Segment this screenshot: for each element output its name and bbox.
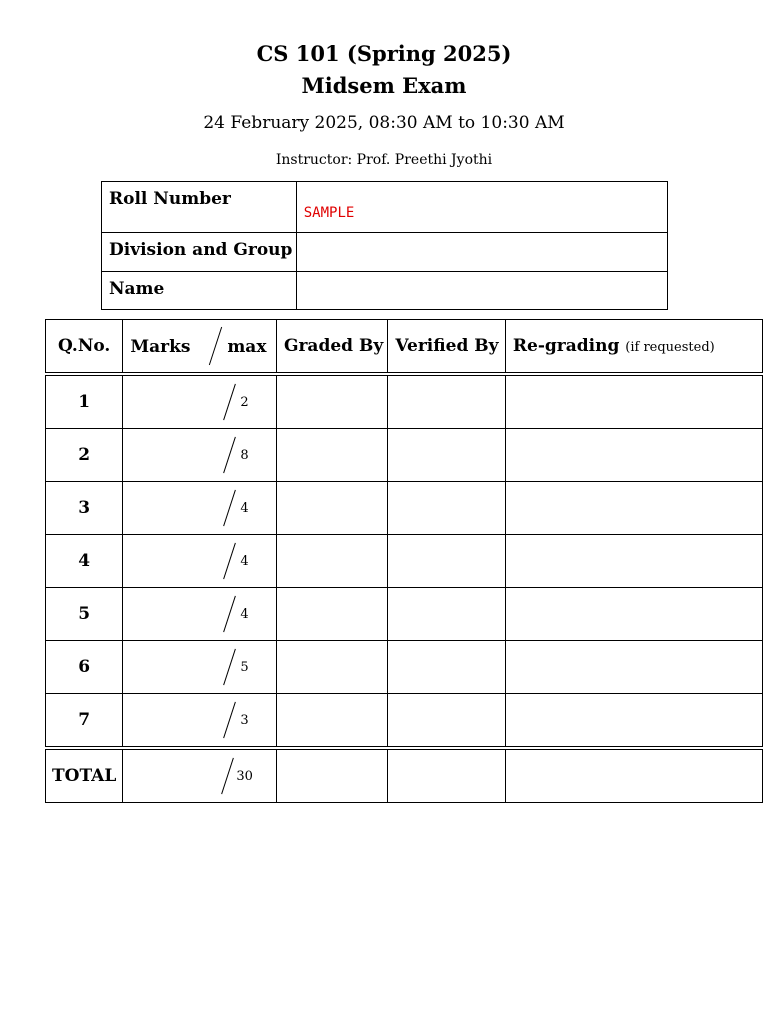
graded-by-cell[interactable] — [276, 641, 387, 694]
slash-divider — [223, 543, 236, 579]
total-max-marks: 30 — [236, 769, 253, 784]
graded-by-header: Graded By — [276, 320, 387, 373]
total-marks-cell[interactable] — [123, 750, 277, 803]
marks-cell[interactable] — [123, 694, 277, 747]
graded-by-cell[interactable] — [276, 588, 387, 641]
marks-cell[interactable] — [123, 641, 277, 694]
verified-by-header: Verified By — [388, 320, 505, 373]
regrading-cell[interactable] — [505, 482, 762, 535]
slash-divider — [209, 327, 222, 365]
slash-divider — [223, 437, 236, 473]
question-row — [46, 641, 763, 694]
regrading-note: (if requested) — [625, 340, 715, 355]
graded-by-cell[interactable] — [276, 376, 387, 429]
regrading-cell[interactable] — [505, 535, 762, 588]
name-field[interactable] — [296, 272, 667, 310]
question-number: 7 — [46, 694, 123, 747]
question-row — [46, 535, 763, 588]
max-marks: 3 — [240, 713, 249, 728]
question-row — [46, 482, 763, 535]
verified-by-cell[interactable] — [388, 429, 505, 482]
exam-datetime: 24 February 2025, 08:30 AM to 10:30 AM — [203, 113, 565, 133]
slash-divider — [223, 596, 236, 632]
question-number: 3 — [46, 482, 123, 535]
marks-table-header — [46, 320, 763, 373]
graded-by-cell[interactable] — [276, 535, 387, 588]
question-row — [46, 376, 763, 429]
roll-number-field[interactable] — [296, 182, 667, 233]
regrading-header — [505, 320, 762, 373]
division-group-label: Division and Group — [102, 233, 297, 272]
question-row — [46, 429, 763, 482]
name-row — [102, 272, 668, 310]
verified-by-cell[interactable] — [388, 482, 505, 535]
total-label: TOTAL — [46, 750, 123, 803]
question-number: 5 — [46, 588, 123, 641]
regrading-cell[interactable] — [505, 376, 762, 429]
graded-by-cell[interactable] — [276, 482, 387, 535]
graded-by-cell[interactable] — [276, 694, 387, 747]
slash-divider — [223, 702, 236, 738]
regrading-cell[interactable] — [505, 429, 762, 482]
graded-by-cell[interactable] — [276, 429, 387, 482]
roll-number-value: SAMPLE — [303, 205, 355, 221]
total-row — [46, 750, 763, 803]
marks-cell[interactable] — [123, 429, 277, 482]
regrading-label: Re-grading — [512, 336, 620, 356]
slash-divider — [223, 649, 236, 685]
marks-header — [123, 320, 277, 373]
max-marks: 2 — [240, 395, 249, 410]
instructor-line: Instructor: Prof. Preethi Jyothi — [275, 152, 493, 168]
total-graded-by-cell[interactable] — [276, 750, 387, 803]
verified-by-cell[interactable] — [388, 694, 505, 747]
roll-number-label: Roll Number — [102, 182, 297, 233]
question-rows — [46, 376, 763, 747]
question-number: 4 — [46, 535, 123, 588]
division-group-field[interactable] — [296, 233, 667, 272]
student-info-table — [101, 181, 668, 310]
slash-divider — [221, 758, 234, 794]
marks-table — [45, 319, 763, 803]
verified-by-cell[interactable] — [388, 641, 505, 694]
marks-cell[interactable] — [123, 535, 277, 588]
verified-by-cell[interactable] — [388, 535, 505, 588]
question-number: 6 — [46, 641, 123, 694]
regrading-cell[interactable] — [505, 641, 762, 694]
max-header-label: max — [227, 337, 267, 357]
marks-cell[interactable] — [123, 588, 277, 641]
course-title: CS 101 (Spring 2025) — [256, 41, 512, 66]
question-number: 2 — [46, 429, 123, 482]
marks-header-label: Marks — [130, 337, 191, 357]
qno-header: Q.No. — [46, 320, 123, 373]
regrading-cell[interactable] — [505, 694, 762, 747]
question-row — [46, 588, 763, 641]
max-marks: 8 — [240, 448, 249, 463]
verified-by-cell[interactable] — [388, 588, 505, 641]
question-number: 1 — [46, 376, 123, 429]
verified-by-cell[interactable] — [388, 376, 505, 429]
max-marks: 4 — [240, 501, 249, 516]
total-regrading-cell[interactable] — [505, 750, 762, 803]
regrading-cell[interactable] — [505, 588, 762, 641]
max-marks: 4 — [240, 607, 249, 622]
total-verified-by-cell[interactable] — [388, 750, 505, 803]
slash-divider — [223, 490, 236, 526]
name-label: Name — [102, 272, 297, 310]
marks-cell[interactable] — [123, 376, 277, 429]
max-marks: 5 — [240, 660, 249, 675]
roll-number-row — [102, 182, 668, 233]
question-row — [46, 694, 763, 747]
max-marks: 4 — [240, 554, 249, 569]
exam-title: Midsem Exam — [301, 73, 467, 98]
division-group-row — [102, 233, 668, 272]
slash-divider — [223, 384, 236, 420]
marks-cell[interactable] — [123, 482, 277, 535]
